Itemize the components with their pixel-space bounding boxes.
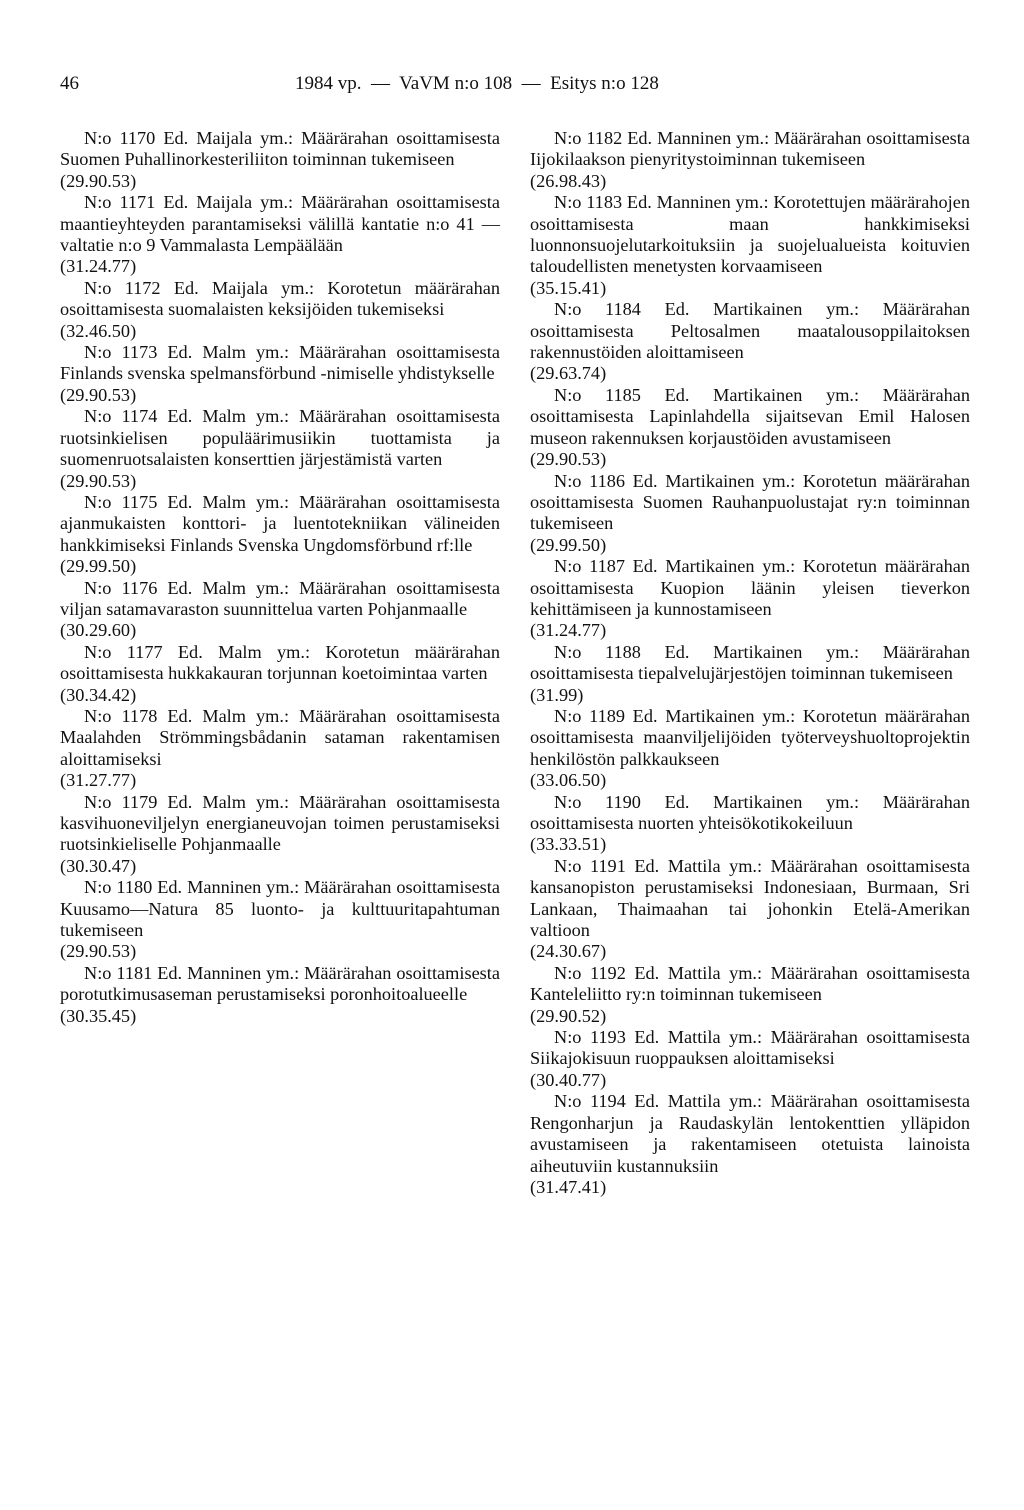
budget-item-code: (29.90.53): [530, 449, 607, 470]
budget-item-code: (30.34.42): [60, 684, 137, 705]
budget-item-code: (24.30.67): [530, 941, 607, 962]
motion-text: N:o 1174 Ed. Malm ym.: Määrärahan osoittamisesta ruotsinkielisen populäärimusiikin tuottamista ja suomenruotsalaisten konserttien järjestämistä varten: [60, 406, 500, 470]
budget-item-code: (29.90.53): [60, 384, 137, 405]
motion-entry: [60, 578, 500, 642]
motion-entry: [530, 1027, 970, 1091]
budget-item-code: (30.40.77): [530, 1069, 607, 1090]
motion-entry: [60, 128, 500, 192]
motion-entry: [60, 492, 500, 578]
motion-text: N:o 1184 Ed. Martikainen ym.: Määrärahan osoittamisesta Peltosalmen maatalousoppilaitoksen rakennustöiden aloittamiseen: [530, 299, 970, 363]
motion-entry: [530, 792, 970, 856]
motion-entry: [60, 642, 500, 706]
budget-item-code: (29.90.53): [60, 941, 137, 962]
motion-text: N:o 1181 Ed. Manninen ym.: Määrärahan osoittamisesta porotutkimusaseman perustamiseksi poronhoitoalueelle: [60, 962, 500, 1005]
motion-text: N:o 1185 Ed. Martikainen ym.: Määrärahan osoittamisesta Lapinlahdella sijaitsevan Emil Halosen museon rakennuksen korjaustöiden avustamiseen: [530, 384, 970, 448]
motion-text: N:o 1194 Ed. Mattila ym.: Määrärahan osoittamisesta Rengonharjun ja Raudaskylän lentokenttien ylläpidon avustamiseen ja rakentamiseen otetuista lainoista aiheutuviin kustannuksiin: [530, 1091, 970, 1176]
motion-text: N:o 1172 Ed. Maijala ym.: Korotetun määrärahan osoittamisesta suomalaisten keksijöiden tukemiseksi: [60, 277, 500, 320]
motion-entry: [530, 856, 970, 963]
budget-item-code: (31.47.41): [530, 1176, 607, 1197]
motion-text: N:o 1190 Ed. Martikainen ym.: Määrärahan osoittamisesta nuorten yhteisökotikokeiluun: [530, 791, 970, 833]
page-header: [60, 73, 960, 103]
budget-item-code: (31.99): [530, 684, 584, 705]
right-column: [530, 128, 970, 1198]
motion-entry: [530, 642, 970, 706]
motion-text: N:o 1193 Ed. Mattila ym.: Määrärahan osoittamisesta Siikajokisuun ruoppauksen aloittamiseksi: [530, 1027, 970, 1069]
budget-item-code: (31.24.77): [60, 256, 137, 277]
page-number: 46: [60, 73, 79, 94]
budget-item-code: (31.27.77): [60, 770, 137, 791]
budget-item-code: (30.30.47): [60, 855, 137, 876]
motion-entry: [530, 963, 970, 1027]
motion-entry: [530, 706, 970, 792]
motion-entry: [60, 877, 500, 963]
budget-item-code: (33.06.50): [530, 770, 607, 791]
motion-text: N:o 1183 Ed. Manninen ym.: Korotettujen määrärahojen osoittamisesta maan hankkimiseksi luonnonsuojelutarkoituksiin ja suojelualueista koituvien taloudellisten menetysten korvaamiseen: [530, 192, 970, 277]
budget-item-code: (33.33.51): [530, 834, 607, 855]
budget-item-code: (32.46.50): [60, 320, 137, 341]
motion-text: N:o 1187 Ed. Martikainen ym.: Korotetun määrärahan osoittamisesta Kuopion läänin yleisen tieverkon kehittämiseen ja kunnostamiseen: [530, 556, 970, 619]
motion-entry: [530, 385, 970, 471]
budget-item-code: (30.29.60): [60, 620, 137, 641]
motion-entry: [530, 299, 970, 385]
motion-entry: [60, 278, 500, 342]
motion-text: N:o 1189 Ed. Martikainen ym.: Korotetun määrärahan osoittamisesta maanviljelijöiden työterveyshuoltoprojektin henkilöstön palkkaukseen: [530, 705, 970, 769]
motion-text: N:o 1180 Ed. Manninen ym.: Määrärahan osoittamisesta Kuusamo—Natura 85 luonto- ja kulttuuritapahtuman tukemiseen: [60, 877, 500, 941]
motion-entry: [60, 963, 500, 1027]
motion-entry: [60, 706, 500, 792]
motion-text: N:o 1173 Ed. Malm ym.: Määrärahan osoittamisesta Finlands svenska spelmansförbund -nimiselle yhdistykselle: [60, 342, 500, 384]
budget-item-code: (29.99.50): [530, 534, 607, 555]
motion-entry: [530, 471, 970, 557]
budget-item-code: (29.90.53): [60, 170, 137, 191]
motion-text: N:o 1182 Ed. Manninen ym.: Määrärahan osoittamisesta Iijokilaakson pienyritystoiminnan tukemiseen: [530, 128, 970, 170]
motion-text: N:o 1192 Ed. Mattila ym.: Määrärahan osoittamisesta Kanteleliitto ry:n toiminnan tukemiseen: [530, 962, 970, 1005]
motion-text: N:o 1177 Ed. Malm ym.: Korotetun määrärahan osoittamisesta hukkakauran torjunnan koetoimintaa varten: [60, 641, 500, 684]
budget-item-code: (35.15.41): [530, 277, 607, 298]
motion-text: N:o 1178 Ed. Malm ym.: Määrärahan osoittamisesta Maalahden Strömmingsbådanin sataman rakentamisen aloittamiseksi: [60, 705, 500, 769]
motion-entry: [60, 192, 500, 278]
motion-entry: [60, 792, 500, 878]
motion-text: N:o 1191 Ed. Mattila ym.: Määrärahan osoittamisesta kansanopiston perustamiseksi Indonesiaan, Burmaan, Sri Lankaan, Thaimaahan tai johonkin Etelä-Amerikan valtioon: [530, 855, 970, 941]
motion-entry: [530, 192, 970, 299]
running-head: 1984 vp. — VaVM n:o 108 — Esitys n:o 128: [295, 73, 659, 94]
budget-item-code: (29.99.50): [60, 556, 137, 577]
motion-text: N:o 1170 Ed. Maijala ym.: Määrärahan osoittamisesta Suomen Puhallinorkesteriliiton toiminnan tukemiseen: [60, 128, 500, 170]
motion-text: N:o 1175 Ed. Malm ym.: Määrärahan osoittamisesta ajanmukaisten konttori- ja luentotekniikan välineiden hankkimiseksi Finlands Svenska Ungdomsförbund rf:lle: [60, 491, 500, 555]
motion-entry: [60, 406, 500, 492]
budget-item-code: (29.90.53): [60, 470, 137, 491]
left-column: [60, 128, 500, 1027]
motion-text: N:o 1171 Ed. Maijala ym.: Määrärahan osoittamisesta maantieyhteyden parantamiseksi välillä kantatie n:o 41 — valtatie n:o 9 Vammalasta Lempäälään: [60, 192, 500, 256]
budget-item-code: (30.35.45): [60, 1005, 137, 1026]
motion-entry: [530, 1091, 970, 1198]
motion-text: N:o 1179 Ed. Malm ym.: Määrärahan osoittamisesta kasvihuoneviljelyn energianeuvojan toimen perustamiseksi ruotsinkieliselle Pohjanmaalle: [60, 791, 500, 855]
budget-item-code: (26.98.43): [530, 170, 607, 191]
motion-text: N:o 1186 Ed. Martikainen ym.: Korotetun määrärahan osoittamisesta Suomen Rauhanpuolustajat ry:n toiminnan tukemiseen: [530, 470, 970, 534]
motion-entry: [530, 556, 970, 642]
budget-item-code: (31.24.77): [530, 620, 607, 641]
budget-item-code: (29.90.52): [530, 1005, 607, 1026]
motion-text: N:o 1188 Ed. Martikainen ym.: Määrärahan osoittamisesta tiepalvelujärjestöjen toiminnan tukemiseen: [530, 641, 970, 684]
motion-entry: [530, 128, 970, 192]
motion-entry: [60, 342, 500, 406]
budget-item-code: (29.63.74): [530, 363, 607, 384]
motion-text: N:o 1176 Ed. Malm ym.: Määrärahan osoittamisesta viljan satamavaraston suunnittelua varten Pohjanmaalle: [60, 577, 500, 619]
